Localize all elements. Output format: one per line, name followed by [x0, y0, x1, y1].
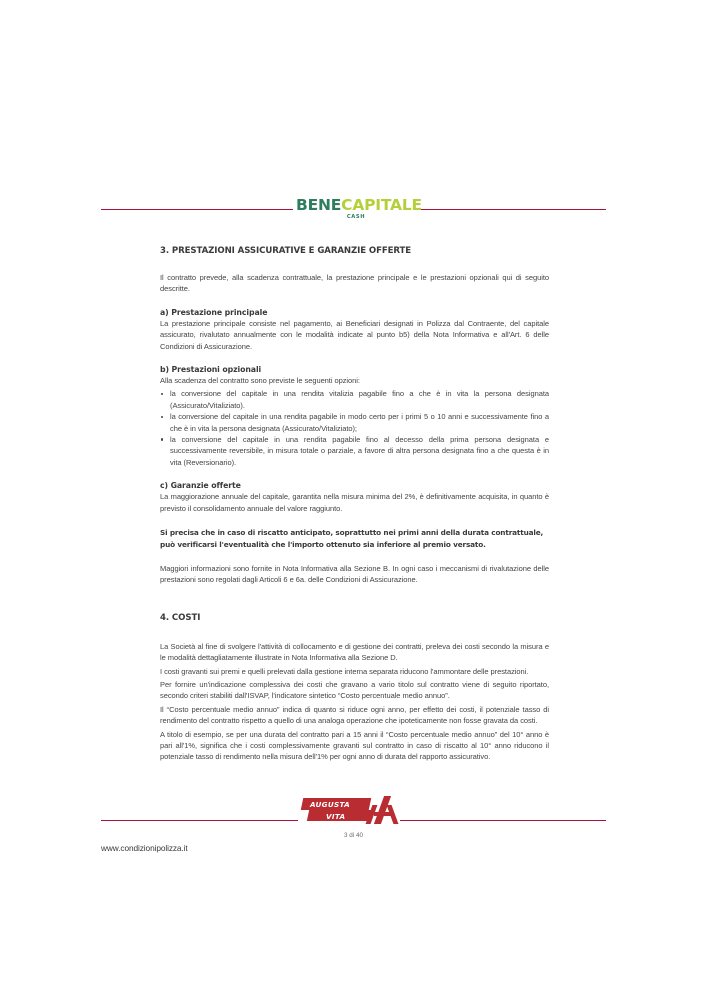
bullet-icon	[161, 393, 163, 395]
garanzie-offerte-paragraph: La maggiorazione annuale del capitale, garantita nella misura minima del 2%, è definitivamente acquisita, in quanto è previsto il consolidamento annuale del valore raggiunto.	[160, 492, 549, 513]
list-item	[160, 434, 549, 468]
section-title-prestazioni: 3. PRESTAZIONI ASSICURATIVE E GARANZIE OFFERTE	[160, 246, 412, 256]
costi-paragraph-5: A titolo di esempio, se per una durata del contratto pari a 15 anni il “Costo percentuale medio annuo” del 10° anno è pari all'1%, significa che i costi complessivamente gravanti sul contratto in caso di riscatto al 10° anno riducono il potenziale tasso di rendimento nella misura dell'1% per ogni anno di durata del rapporto assicurativo.	[160, 729, 549, 762]
riscatto-anticipato-warning: Si precisa che in caso di riscatto anticipato, soprattutto nei primi anni della durata contrattuale, può verificarsi l'eventualità che l'importo ottenuto sia inferiore al premio versato.	[160, 528, 544, 549]
bullet-icon	[161, 438, 163, 440]
subsection-heading-prestazioni-opzionali: b) Prestazioni opzionali	[160, 365, 262, 375]
list-item	[160, 411, 549, 434]
logo-text-augusta: AUGUSTA	[310, 799, 350, 809]
costi-paragraph-4: Il “Costo percentuale medio annuo” indica di quanto si riduce ogni anno, per effetto dei costi, il potenziale tasso di rendimento del contratto rispetto a quello di una analoga operazione che ipoteticamente non fosse gravata da costi.	[160, 704, 549, 726]
logo-subtitle-cash: CASH	[346, 214, 366, 220]
prestazione-principale-paragraph: La prestazione principale consiste nel pagamento, ai Beneficiari designati in Polizza dal Contraente, del capitale assicurato, rivalutato annualmente con le modalità indicate al punto b5) della Nota Informativa e all'Art. 6 delle Condizioni di Assicurazione.	[160, 318, 549, 351]
logo-word-capitale: CAPITALE	[341, 196, 422, 214]
costi-paragraph-1: La Società al fine di svolgere l'attività di collocamento e di gestione dei contratti, preleva dei costi secondo la misura e le modalità dettagliatamente illustrate in Nota Informativa alla Sezione D.	[160, 641, 549, 663]
list-item	[160, 388, 549, 411]
footer-rule-right	[400, 820, 606, 821]
bullet-icon	[161, 416, 163, 418]
list-item-text: la conversione del capitale in una rendita vitalizia pagabile fino a che è in vita la persona designata (Assicurato/Vitaliziato).	[170, 389, 549, 410]
logo-word-bene: BENE	[296, 196, 342, 214]
header-rule-right	[414, 209, 606, 210]
list-item-text: la conversione del capitale in una rendita pagabile fino al decesso della prima persona designata e successivamente reversibile, in misura totale o parziale, a favore di altra persona designata fino a che questa è in vita (Reversionario).	[170, 435, 549, 467]
list-item-text: la conversione del capitale in una rendita pagabile in modo certo per i primi 5 o 10 anni e successivamente fino a che è in vita la persona designata (Assicurato/Vitaliziato);	[170, 412, 549, 433]
page-number: 3 di 40	[344, 832, 363, 839]
document-body	[160, 246, 549, 763]
prestazioni-intro-paragraph: Il contratto prevede, alla scadenza contrattuale, la prestazione principale e le prestazioni opzionali qui di seguito descritte.	[160, 273, 549, 294]
header-rule-left	[101, 209, 293, 210]
prestazioni-opzionali-lead: Alla scadenza del contratto sono previste le seguenti opzioni:	[160, 376, 360, 386]
section-title-costi: 4. COSTI	[160, 612, 201, 623]
footer-rule-left	[101, 820, 298, 821]
footer-url: www.condizionipolizza.it	[101, 843, 188, 853]
logo-a-mark-icon	[368, 796, 398, 824]
costi-paragraph-3: Per fornire un'indicazione complessiva dei costi che gravano a vario titolo sul contratto viene di seguito riportato, secondo criteri stabiliti dall'ISVAP, l'indicatore sintetico “Costo percentuale medio annuo”.	[160, 679, 549, 701]
augusta-vita-logo	[302, 796, 398, 826]
prestazioni-opzionali-list	[160, 388, 549, 468]
subsection-heading-garanzie-offerte: c) Garanzie offerte	[160, 481, 241, 491]
section-spacer	[160, 599, 549, 613]
benecapitale-logo	[296, 196, 422, 220]
maggiori-informazioni-paragraph: Maggiori informazioni sono fornite in Nota Informativa alla Sezione B. In ogni caso i meccanismi di rivalutazione delle prestazioni sono regolati dagli Articoli 6 e 6a. delle Condizioni di Assicurazione.	[160, 563, 549, 585]
logo-text-vita: VITA	[326, 811, 346, 821]
subsection-heading-prestazione-principale: a) Prestazione principale	[160, 307, 268, 317]
costi-paragraph-2: I costi gravanti sui premi e quelli prelevati dalla gestione interna separata riducono l'ammontare delle prestazioni.	[160, 666, 529, 676]
mark-crossbar	[374, 812, 391, 816]
